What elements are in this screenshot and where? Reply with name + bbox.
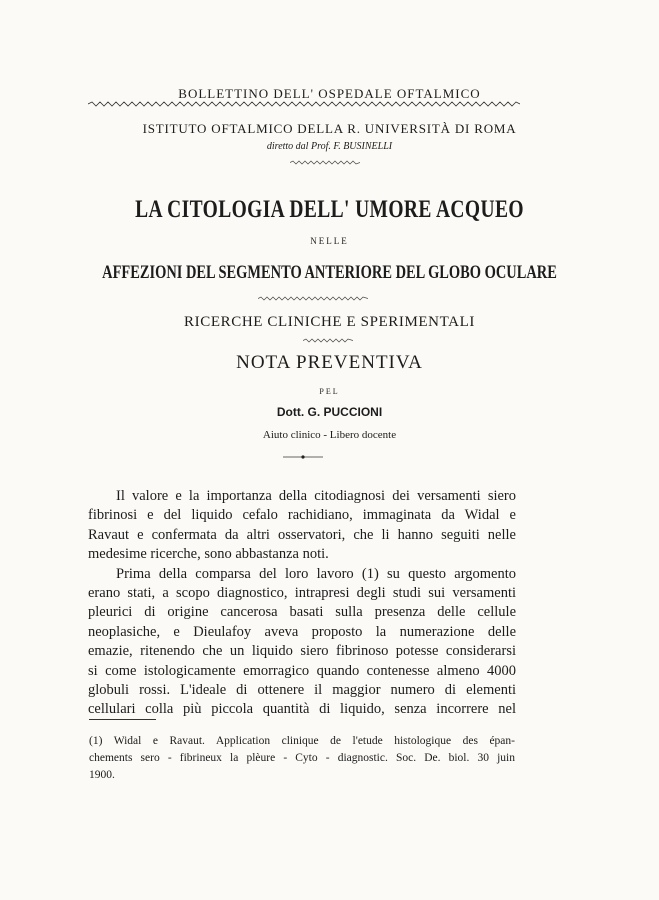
body-line: medesime ricerche, sono abbastanza noti.: [88, 546, 329, 563]
section-heading-ricerche: RICERCHE CLINICHE E SPERIMENTALI: [184, 314, 475, 330]
body-line: emazie, ritenendo che un liquido siero fibrinoso potesse considerarsi: [88, 643, 516, 660]
wavy-rule-small-1: [290, 160, 360, 165]
body-line: Ravaut e confermata da altri osservatori, che li hanno seguiti nelle: [88, 526, 516, 543]
body-line: pleurici di origine cancerosa basati sulla presenza delle cellule: [88, 604, 516, 621]
footnote-line: 1900.: [89, 769, 115, 781]
ornament-divider: [283, 454, 323, 460]
footnote-line: (1) Widal e Ravaut. Application clinique de l'etude histologique des épan-: [89, 735, 515, 747]
wavy-rule-small-3: [303, 338, 353, 343]
body-line: erano stati, a scopo diagnostico, intrapresi degli studi sui versamenti: [88, 585, 516, 602]
footnote: [89, 733, 515, 784]
body-line: Il valore e la importanza della citodiagnosi dei versamenti siero: [116, 488, 516, 504]
body-paragraphs: [88, 487, 516, 720]
wavy-rule-small-2: [258, 296, 368, 301]
body-line: neoplasiche, e Dieulafoy aveva proposto la numerazione delle: [88, 623, 516, 640]
body-line: fibrinosi e del liquido cefalo rachidiano, immaginata da Widal e: [88, 507, 516, 524]
body-line: Prima della comparsa del loro lavoro (1) su questo argomento: [116, 565, 516, 582]
body-line: cellulari colla più piccola quantità di liquido, senza incorrere nel: [88, 701, 516, 718]
title-connector: NELLE: [310, 236, 349, 246]
author-connector: PEL: [319, 387, 340, 396]
institute-heading: ISTITUTO OFTALMICO DELLA R. UNIVERSITÀ DI ROMA: [142, 121, 517, 136]
author-name: Dott. G. PUCCIONI: [276, 405, 383, 419]
running-head: BOLLETTINO DELL' OSPEDALE OFTALMICO: [178, 86, 481, 101]
body-line: globuli rossi. L'ideale di ottenere il maggior numero di elementi: [88, 682, 516, 699]
article-title: LA CITOLOGIA DELL' UMORE ACQUEO: [135, 196, 524, 223]
director-line: diretto dal Prof. F. BUSINELLI: [266, 141, 393, 152]
author-role: Aiuto clinico - Libero docente: [262, 429, 397, 441]
body-line: si come istologicamente emorragico quando contenesse almeno 4000: [88, 662, 516, 679]
wavy-rule-top: [88, 101, 520, 107]
footnote-rule: [89, 719, 156, 720]
footnote-line: chements sero - fibrineux la plèure - Cyto - diagnostic. Soc. De. biol. 30 juin: [89, 752, 515, 764]
nota-heading: NOTA PREVENTIVA: [236, 352, 423, 373]
article-subtitle: AFFEZIONI DEL SEGMENTO ANTERIORE DEL GLOBO OCULARE: [102, 262, 557, 283]
